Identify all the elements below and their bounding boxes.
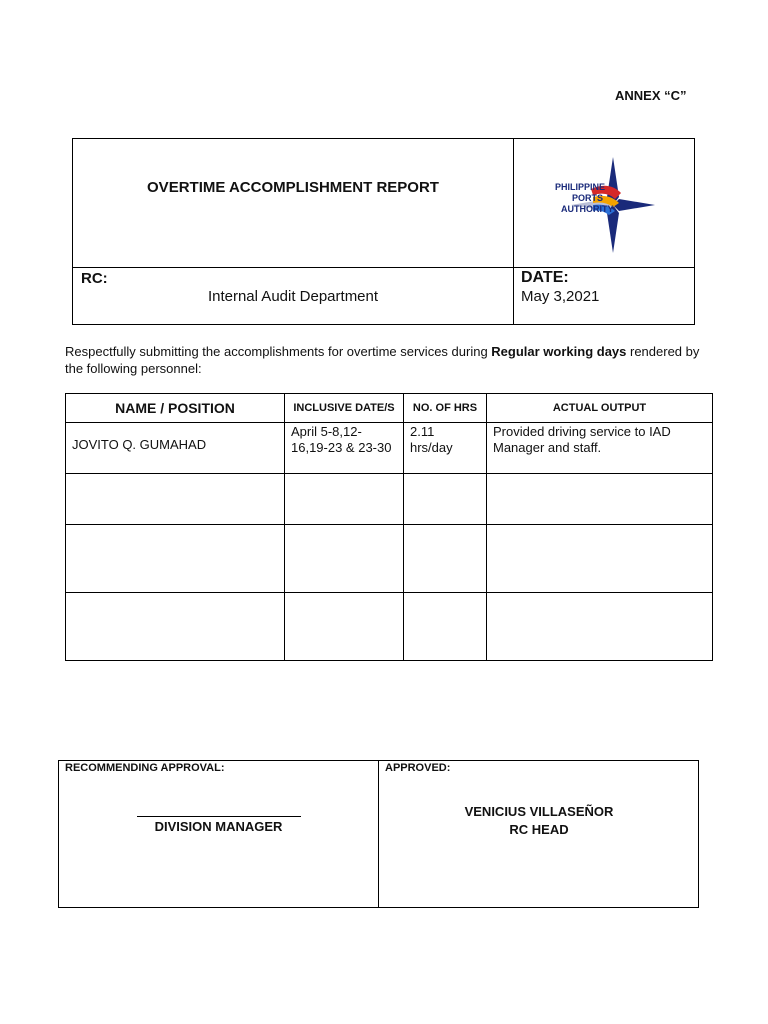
table-cell bbox=[487, 593, 712, 595]
overtime-table bbox=[65, 393, 713, 661]
annex-label: ANNEX “C” bbox=[615, 88, 687, 103]
column-header: ACTUAL OUTPUT bbox=[487, 394, 713, 423]
signature-block bbox=[58, 760, 699, 908]
table-cell bbox=[404, 474, 486, 476]
table-cell bbox=[285, 593, 403, 595]
column-header: INCLUSIVE DATE/S bbox=[285, 394, 404, 423]
table-cell bbox=[285, 525, 403, 527]
table-row bbox=[66, 423, 713, 474]
table-cell: JOVITO Q. GUMAHAD bbox=[72, 437, 207, 452]
intro-text: Respectfully submitting the accomplishments for overtime services during bbox=[65, 344, 492, 359]
intro-text: rendered by the following personnel: bbox=[65, 344, 700, 376]
table-header-row bbox=[66, 394, 713, 423]
table-cell bbox=[487, 474, 712, 476]
table-cell bbox=[66, 525, 284, 527]
approver-name: VENICIUS VILLASEÑOR bbox=[464, 804, 614, 819]
intro-emphasis: Regular working days bbox=[491, 344, 627, 359]
date-label: DATE: bbox=[521, 269, 569, 286]
logo-text: PORTS bbox=[572, 193, 604, 203]
header-divider bbox=[73, 267, 694, 268]
recommending-approval-label: RECOMMENDING APPROVAL: bbox=[65, 762, 225, 774]
approved-label: APPROVED: bbox=[385, 762, 451, 774]
report-title: OVERTIME ACCOMPLISHMENT REPORT bbox=[147, 179, 439, 196]
signature-line bbox=[137, 816, 301, 817]
report-header bbox=[72, 138, 695, 325]
table-cell: April 5-8,12-16,19-23 & 23-30 bbox=[291, 424, 392, 455]
table-cell: Provided driving service to IAD Manager and staff. bbox=[493, 424, 671, 455]
ppa-logo bbox=[523, 153, 673, 257]
division-manager-title: DIVISION MANAGER bbox=[154, 819, 283, 834]
approver-title: RC HEAD bbox=[509, 822, 569, 837]
header-divider bbox=[513, 139, 514, 324]
table-cell bbox=[285, 474, 403, 476]
rc-value: Internal Audit Department bbox=[207, 288, 379, 305]
table-cell bbox=[404, 525, 486, 527]
table-row bbox=[66, 593, 713, 661]
logo-text: AUTHORITY bbox=[561, 204, 614, 214]
table-row bbox=[66, 525, 713, 593]
rc-label: RC: bbox=[81, 270, 108, 287]
logo-text: PHILIPPINE bbox=[555, 182, 606, 192]
table-cell bbox=[487, 525, 712, 527]
intro-paragraph bbox=[65, 343, 705, 377]
table-cell bbox=[66, 474, 284, 476]
column-header: NO. OF HRS bbox=[404, 394, 487, 423]
table-cell: 2.11 hrs/day bbox=[410, 424, 453, 455]
table-cell bbox=[404, 593, 486, 595]
date-value: May 3,2021 bbox=[521, 288, 600, 305]
column-header: NAME / POSITION bbox=[66, 394, 285, 423]
table-cell bbox=[66, 593, 284, 595]
table-row bbox=[66, 474, 713, 525]
